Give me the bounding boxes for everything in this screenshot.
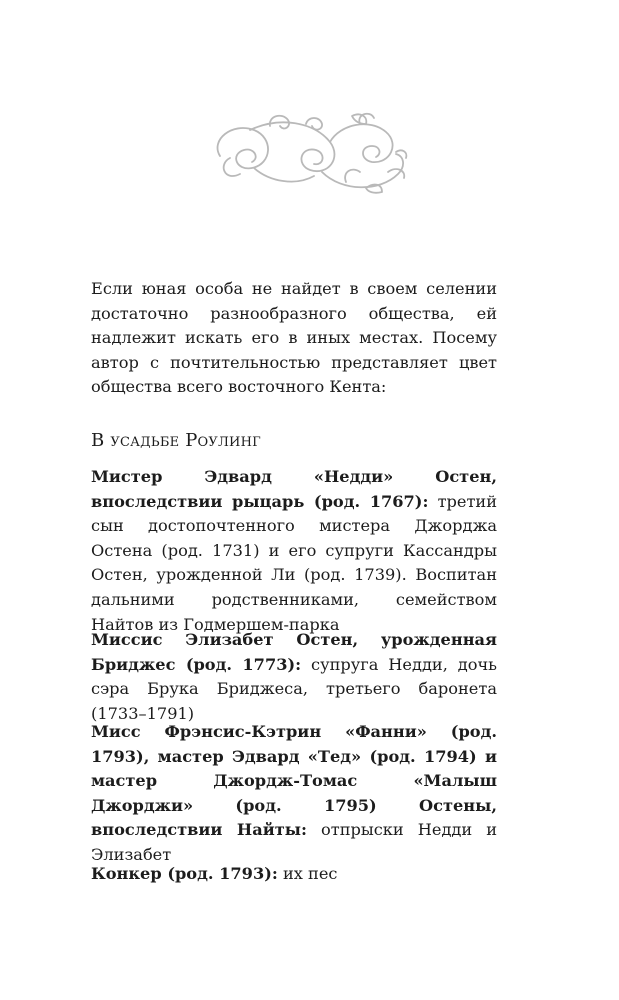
flourish-ornament-icon (210, 112, 410, 198)
entry-description: их пес (277, 864, 338, 883)
entry-name: Мистер Эдвард «Недди» Остен, впоследствии рыцарь (род. 1767): (91, 467, 497, 511)
entry-name: Мисс Фрэнсис-Кэтрин «Фанни» (род. 1793), мастер Эдвард «Тед» (род. 1794) и мастер Джордж-Томас «Малыш Джорджи» (род. 1795) Остены, впоследствии Найты: (91, 722, 497, 840)
character-entry (91, 465, 497, 637)
character-entry (91, 720, 497, 868)
entry-description: супруга Недди, дочь сэра Брука Бриджеса, третьего баронета (1733–1791) (91, 654, 497, 723)
section-heading: В усадьбе Роулинг (91, 430, 261, 451)
entry-description: третий сын достопочтенного мистера Джорджа Остена (род. 1731) и его супруги Кассандры Остен, урожденной Ли (род. 1739). Воспитан дальними родственниками, семейством Найтов из Годмершем-парка (91, 491, 497, 634)
entry-name: Конкер (род. 1793): (91, 864, 278, 883)
character-entry (91, 628, 497, 726)
entry-name: Миссис Элизабет Остен, урожденная Бриджес (род. 1773): (91, 630, 497, 674)
intro-paragraph: Если юная особа не найдет в своем селении достаточно разнообразного общества, ей надлежит искать его в иных местах. Посему автор с почтительностью представляет цвет общества всего восточного Кента: (91, 279, 497, 397)
entry-description: отпрыски Недди и Элизабет (91, 820, 497, 864)
character-entry (91, 862, 497, 887)
